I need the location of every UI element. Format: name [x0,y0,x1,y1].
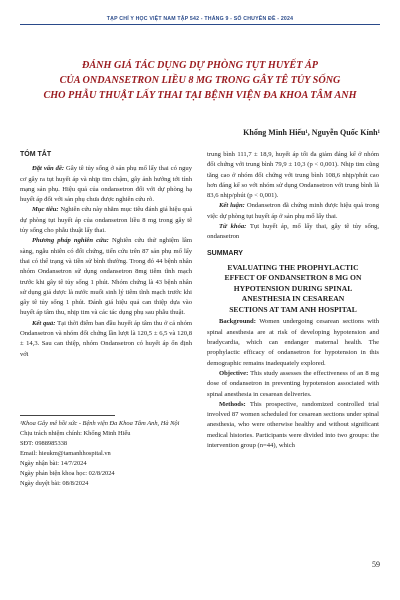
text-keywords: Tụt huyết áp, mổ lấy thai, gây tê tủy sống, ondansetron [207,223,379,241]
en-title-line-2: EFFECT OF ONDANSETRON 8 MG ON [224,273,362,283]
english-title [207,263,379,316]
text-en-objective: This study assesses the effectiveness of an 8 mg dose of ondansetron in preventing hypotension associated with spinal anesthesia in cesarean deliveries. [207,369,379,398]
journal-header: TẠP CHÍ Y HỌC VIỆT NAM TẬP 542 - THÁNG 9 - SỐ CHUYÊN ĐỀ - 2024 [106,16,294,22]
abstract-conclusion [207,201,379,222]
title-line-2: CỦA ONDANSETRON LIỀU 8 MG TRONG GÂY TÊ TỦY SỐNG [59,75,341,86]
keywords [207,222,379,243]
footnote-received: Ngày nhận bài: 14/7/2024 [20,460,87,467]
label-en-methods: Methods: [219,400,246,408]
summary-methods [207,400,379,451]
label-methods: Phương pháp nghiên cứu: [32,237,109,245]
footnote-rule [20,415,115,416]
label-background: Đặt vấn đề: [32,165,65,173]
text-en-methods: This prospective, randomized controlled trial involved 87 women scheduled for cesarean sections under spinal anesthesia, who were otherwise healthy and without significant medical histories. Participants were divided into two groups: the intervention group (n=44), which [207,400,379,450]
abstract-heading: TÓM TẮT [20,151,52,158]
text-background: Gây tê tủy sống ở sản phụ mổ lấy thai có nguy cơ gây ra tụt huyết áp và nhịp tim chậm, gây ảnh hưởng tới tính mạng sản phụ. Hiệu quả của ondansetron đối với dự phòng hạ huyết áp đối với sản phụ chưa được nghiên cứu rõ. [20,165,192,204]
en-title-line-3: HYPOTENSION DURING SPINAL [233,283,353,293]
abstract-objective [20,205,192,236]
results-continued: trung bình 111,7 ± 18,9, huyết áp tối đa giảm đáng kể ở nhóm đối chứng với trung bình 79,9 ± 10,3 (p < 0,001). Nhịp tim cũng tăng cao ở nhóm đối chứng với trung bình 108,6 nhịp/phút cao hơn đáng kể so với nhóm sử dụng Ondansetron với trung bình là 83,6 nhịp/phút (p < 0,001). [207,151,379,200]
left-column [20,150,192,360]
footnote-reviewed: Ngày phản biện khoa học: 02/8/2024 [20,470,115,477]
text-results: Tại thời điểm ban đầu huyết áp tâm thu ở cả nhóm Ondansetron và nhóm đối chứng lần lượt là 120,5 ± 6,5 và 120,8 ± 14,3. Sau can thiệp, nhóm Ondansetron có huyết áp ổn định với [20,319,192,358]
abstract-results [20,319,192,360]
footnote-accepted: Ngày duyệt bài: 08/8/2024 [20,480,89,487]
summary-heading: SUMMARY [207,249,243,257]
right-column [207,150,379,451]
label-objective: Mục tiêu: [32,206,59,214]
summary-objective [207,369,379,400]
text-en-background: Women undergoing cesarean sections with spinal anesthesia are at risk of developing hypotension and bradycardia, which can endanger maternal health. The prophylactic efficacy of ondansetron for hypotension in this demographic remains inadequately explored. [207,318,379,367]
footnote-phone: SĐT: 0988985338 [20,440,68,447]
footnote [20,419,192,489]
footnote-responsible: Chịu trách nhiệm chính: Khổng Minh Hiếu [20,430,131,437]
text-methods: Nghiên cứu thử nghiệm lâm sàng, ngẫu nhiên có đối chứng, tiến cứu trên 87 sản phụ mổ lấy thai có thể trạng và tiền sử bình thường. Trong đó 44 bệnh nhân nhóm Ondansetron sử dụng ondansetron 8mg tiêm tĩnh mạch trước khi gây tê tủy sống 1 phút. Nhóm chứng là 43 bệnh nhân sử dụng giả dược là nước muối sinh lý tiêm tĩnh mạch trước khi gây tê tủy sống 1 phút. Đánh giá hiệu quả can thiệp dựa vào huyết áp tâm thu, nhịp tim và các tác dụng phụ sau phẫu thuật. [20,237,192,317]
summary-background [207,317,379,368]
header-rule [20,24,380,25]
footnote-affiliation: ¹Khoa Gây mê hồi sức - Bệnh viện Đa Khoa Tâm Anh, Hà Nội [20,420,180,427]
abstract-methods [20,236,192,318]
article-title [20,58,380,103]
footnote-email: Email: hieukm@tamanhhospital.vn [20,450,111,457]
title-line-1: ĐÁNH GIÁ TÁC DỤNG DỰ PHÒNG TỤT HUYẾT ÁP [82,60,318,71]
label-conclusion: Kết luận: [219,202,245,210]
en-title-line-4: ANESTHESIA IN CESAREAN [241,294,345,304]
authors: Khổng Minh Hiếu¹, Nguyễn Quốc Kính¹ [243,128,380,137]
title-line-3: CHO PHẪU THUẬT LẤY THAI TẠI BỆNH VIỆN ĐA KHOA TÂM ANH [43,90,357,101]
label-results: Kết quả: [32,319,56,327]
label-en-background: Background: [219,318,256,326]
abstract-background [20,164,192,205]
en-title-line-1: EVALUATING THE PROPHYLACTIC [227,262,359,272]
label-keywords: Từ khóa: [219,223,247,231]
en-title-line-5: SECTIONS AT TAM ANH HOSPITAL [229,304,357,314]
label-en-objective: Objective: [219,369,249,377]
text-conclusion: Ondansetron đã chứng minh được hiệu quả trong việc dự phòng tụt huyết áp ở sản phụ mổ lấy thai. [207,202,379,220]
page-number: 59 [372,560,380,569]
text-objective: Nghiên cứu này nhằm mục tiêu đánh giá hiệu quả dự phòng tụt huyết áp của ondansetron liều 8 mg trong gây tê tủy sống cho phẫu thuật lấy thai. [20,206,192,235]
